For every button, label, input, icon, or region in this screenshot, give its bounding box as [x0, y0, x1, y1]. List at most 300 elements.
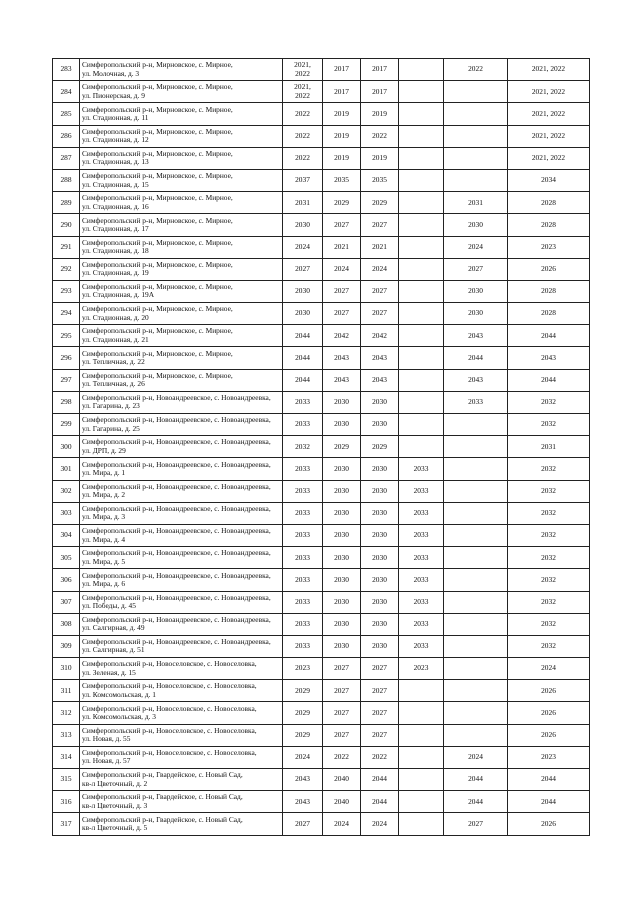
row-number-cell-text: 312: [60, 707, 72, 717]
row-number-cell: [53, 258, 80, 280]
row-number-cell: [53, 347, 80, 369]
year-cell-1: [283, 192, 323, 214]
year-cell-6: [508, 813, 590, 835]
address-cell-text: Симферопольский р-н, Новоандреевское, с. Новоандреевка,: [82, 614, 271, 624]
year-cell-1: [283, 59, 323, 81]
address-cell: [80, 524, 283, 546]
address-cell-text: ул. Гагарина, д. 25: [82, 423, 140, 433]
row-number-cell-text: 300: [60, 441, 72, 451]
row-number-cell: [53, 813, 80, 835]
address-cell-text: ул. Пионерская, д. 9: [82, 90, 145, 100]
address-cell: [80, 391, 283, 413]
year-cell-4: [399, 769, 444, 791]
year-cell-1-text: 2022: [295, 108, 310, 118]
year-cell-4: [399, 214, 444, 236]
year-cell-1-text: 2033: [295, 397, 310, 407]
year-cell-6: [508, 658, 590, 680]
address-cell: [80, 813, 283, 835]
year-cell-1-text: 2023: [295, 663, 310, 673]
year-cell-5: [444, 303, 508, 325]
year-cell-1-text: 2044: [295, 352, 310, 362]
table-row: [53, 591, 590, 613]
year-cell-1-text: 2029: [295, 730, 310, 740]
address-cell-text: кв-л Цветочный, д. 3: [82, 800, 148, 810]
year-cell-1: [283, 81, 323, 103]
table-row: [53, 746, 590, 768]
year-cell-3-text: 2027: [372, 663, 387, 673]
row-number-cell-text: 313: [60, 730, 72, 740]
year-cell-1: [283, 125, 323, 147]
year-cell-4: [399, 480, 444, 502]
table-row: [53, 813, 590, 835]
year-cell-1: [283, 214, 323, 236]
year-cell-6-text: 2032: [541, 574, 556, 584]
year-cell-1: [283, 569, 323, 591]
address-cell: [80, 125, 283, 147]
year-cell-4: [399, 169, 444, 191]
year-cell-5: [444, 591, 508, 613]
year-cell-5-text: 2024: [468, 241, 483, 251]
table-row: [53, 613, 590, 635]
year-cell-6-text: 2044: [541, 774, 556, 784]
year-cell-6: [508, 724, 590, 746]
year-cell-6-text: 2032: [541, 619, 556, 629]
address-cell-text: ул. Победы, д. 45: [82, 601, 136, 611]
address-cell: [80, 280, 283, 302]
row-number-cell-text: 292: [60, 264, 72, 274]
table-body: [53, 59, 590, 836]
row-number-cell: [53, 524, 80, 546]
year-cell-3-text: 2024: [372, 264, 387, 274]
year-cell-6-text: 2026: [541, 685, 556, 695]
year-cell-3: [361, 59, 399, 81]
year-cell-2: [323, 813, 361, 835]
year-cell-2: [323, 658, 361, 680]
row-number-cell: [53, 791, 80, 813]
year-cell-5-text: 2027: [468, 818, 483, 828]
year-cell-3: [361, 325, 399, 347]
table-row: [53, 192, 590, 214]
table-row: [53, 547, 590, 569]
address-cell: [80, 591, 283, 613]
year-cell-4: [399, 813, 444, 835]
address-cell: [80, 103, 283, 125]
row-number-cell-text: 294: [60, 308, 72, 318]
row-number-cell: [53, 658, 80, 680]
row-number-cell-text: 288: [60, 175, 72, 185]
year-cell-1-text: 2033: [295, 530, 310, 540]
row-number-cell-text: 283: [60, 64, 72, 74]
year-cell-1-text: 2033: [295, 508, 310, 518]
address-cell-text: Симферопольский р-н, Мирновское, с. Мирное,: [82, 171, 233, 181]
year-cell-2: [323, 414, 361, 436]
year-cell-2-text: 2027: [334, 308, 349, 318]
year-cell-6: [508, 791, 590, 813]
row-number-cell-text: 287: [60, 153, 72, 163]
year-cell-2: [323, 724, 361, 746]
row-number-cell: [53, 59, 80, 81]
address-cell-text: кв-л Цветочный, д. 5: [82, 822, 148, 832]
year-cell-2-text: 2030: [334, 508, 349, 518]
table-row: [53, 524, 590, 546]
address-cell-text: Симферопольский р-н, Новоселовское, с. Новоселовка,: [82, 748, 257, 757]
year-cell-3-text: 2027: [372, 685, 387, 695]
year-cell-3-text: 2024: [372, 818, 387, 828]
address-cell-text: Симферопольский р-н, Новоселовское, с. Новоселовка,: [82, 681, 257, 691]
year-cell-6: [508, 147, 590, 169]
year-cell-6: [508, 125, 590, 147]
year-cell-6-text: 2026: [541, 818, 556, 828]
table-row: [53, 258, 590, 280]
address-cell-text: Симферопольский р-н, Мирновское, с. Мирное,: [82, 215, 233, 225]
year-cell-2: [323, 169, 361, 191]
year-cell-4: [399, 680, 444, 702]
year-cell-6-text: 2032: [541, 485, 556, 495]
table-row: [53, 502, 590, 524]
year-cell-4: [399, 547, 444, 569]
year-cell-3: [361, 103, 399, 125]
year-cell-6: [508, 280, 590, 302]
year-cell-6-text: 2026: [541, 730, 556, 740]
year-cell-3-text: 2027: [372, 308, 387, 318]
year-cell-1-text: 2024: [295, 241, 310, 251]
year-cell-4: [399, 147, 444, 169]
year-cell-5: [444, 59, 508, 81]
year-cell-4-text: 2033: [413, 463, 429, 473]
row-number-cell: [53, 414, 80, 436]
year-cell-2: [323, 502, 361, 524]
year-cell-2: [323, 147, 361, 169]
year-cell-5: [444, 236, 508, 258]
year-cell-1-text: 2044: [295, 330, 310, 340]
address-cell: [80, 214, 283, 236]
year-cell-6: [508, 613, 590, 635]
year-cell-5: [444, 702, 508, 724]
year-cell-6-text: 2023: [541, 241, 556, 251]
row-number-cell-text: 291: [60, 241, 72, 251]
year-cell-1-text: 2022: [295, 153, 310, 163]
year-cell-3-text: 2027: [372, 286, 387, 296]
address-cell-text: Симферопольский р-н, Новоандреевское, с. Новоандреевка,: [82, 526, 271, 536]
year-cell-6-text: 2032: [541, 463, 556, 473]
table-row: [53, 81, 590, 103]
address-cell: [80, 702, 283, 724]
year-cell-2-text: 2019: [334, 108, 349, 118]
year-cell-2: [323, 458, 361, 480]
address-cell: [80, 169, 283, 191]
year-cell-2-text: 2030: [334, 552, 349, 562]
year-cell-2: [323, 569, 361, 591]
year-cell-1: [283, 103, 323, 125]
year-cell-2: [323, 59, 361, 81]
row-number-cell: [53, 613, 80, 635]
year-cell-3: [361, 436, 399, 458]
address-cell-text: Симферопольский р-н, Новоандреевское, с. Новоандреевка,: [82, 592, 271, 602]
year-cell-2: [323, 125, 361, 147]
row-number-cell: [53, 125, 80, 147]
year-cell-6: [508, 169, 590, 191]
row-number-cell-text: 301: [60, 463, 72, 473]
row-number-cell-text: 293: [60, 286, 72, 296]
year-cell-4-text: 2033: [413, 641, 429, 651]
year-cell-4: [399, 458, 444, 480]
address-cell: [80, 347, 283, 369]
year-cell-5-text: 2024: [468, 752, 483, 762]
year-cell-3-text: 2019: [372, 153, 387, 163]
row-number-cell-text: 303: [60, 508, 72, 518]
year-cell-2: [323, 591, 361, 613]
year-cell-1: [283, 524, 323, 546]
year-cell-5-text: 2030: [468, 308, 483, 318]
year-cell-1-text: 2021,: [294, 60, 311, 70]
year-cell-2: [323, 214, 361, 236]
year-cell-3-text: 2029: [372, 197, 387, 207]
row-number-cell: [53, 635, 80, 657]
year-cell-4: [399, 280, 444, 302]
row-number-cell-text: 285: [60, 108, 72, 118]
year-cell-5: [444, 791, 508, 813]
year-cell-3-text: 2030: [372, 619, 387, 629]
year-cell-1: [283, 502, 323, 524]
year-cell-2: [323, 702, 361, 724]
year-cell-3: [361, 258, 399, 280]
row-number-cell: [53, 103, 80, 125]
year-cell-3: [361, 236, 399, 258]
year-cell-4: [399, 369, 444, 391]
row-number-cell-text: 306: [60, 574, 72, 584]
year-cell-4: [399, 724, 444, 746]
year-cell-3: [361, 746, 399, 768]
year-cell-4: [399, 192, 444, 214]
year-cell-6: [508, 325, 590, 347]
year-cell-4-text: 2033: [413, 552, 429, 562]
year-cell-1-text: 2033: [295, 596, 310, 606]
row-number-cell: [53, 702, 80, 724]
year-cell-5: [444, 658, 508, 680]
year-cell-2-text: 2043: [334, 352, 349, 362]
address-cell: [80, 59, 283, 81]
address-cell-text: ул. Стадионная, д. 15: [82, 179, 149, 189]
address-cell-text: ул. Стадионная, д. 19А: [82, 290, 155, 300]
address-cell-text: ул. Мира, д. 5: [82, 556, 126, 566]
year-cell-2: [323, 791, 361, 813]
year-cell-2-text: 2029: [334, 197, 349, 207]
year-cell-4-text: 2033: [413, 574, 429, 584]
address-cell: [80, 325, 283, 347]
year-cell-3-text: 2029: [372, 441, 387, 451]
year-cell-5-text: 2033: [468, 397, 483, 407]
address-cell-text: ул. Комсомольская, д. 1: [82, 689, 156, 699]
row-number-cell-text: 315: [60, 774, 72, 784]
address-cell-text: Симферопольский р-н, Мирновское, с. Мирное,: [82, 104, 233, 114]
year-cell-1-text: 2044: [295, 375, 310, 385]
year-cell-4: [399, 436, 444, 458]
address-cell: [80, 436, 283, 458]
row-number-cell: [53, 391, 80, 413]
year-cell-2-text: 2017: [334, 64, 349, 74]
year-cell-3-text: 2030: [372, 530, 387, 540]
year-cell-5: [444, 369, 508, 391]
row-number-cell: [53, 547, 80, 569]
year-cell-2-text: 2035: [334, 175, 349, 185]
row-number-cell: [53, 502, 80, 524]
table-row: [53, 369, 590, 391]
year-cell-3-text: 2027: [372, 730, 387, 740]
year-cell-5: [444, 103, 508, 125]
address-cell-text: ул. Стадионная, д. 11: [82, 112, 149, 122]
address-cell-text: Симферопольский р-н, Новоандреевское, с. Новоандреевка,: [82, 481, 271, 491]
year-cell-3-text: 2044: [372, 796, 387, 806]
table-row: [53, 169, 590, 191]
year-cell-2-text: 2040: [334, 796, 349, 806]
year-cell-3-text: 2021: [372, 241, 387, 251]
address-cell-text: Симферопольский р-н, Мирновское, с. Мирное,: [82, 282, 233, 292]
year-cell-3-text: 2027: [372, 707, 387, 717]
year-cell-3-text: 2030: [372, 463, 387, 473]
address-cell-text: ул. Гагарина, д. 23: [82, 401, 140, 411]
year-cell-2: [323, 280, 361, 302]
address-cell-text: ул. Мира, д. 2: [82, 490, 126, 500]
year-cell-2-text: 2027: [334, 730, 349, 740]
year-cell-3: [361, 635, 399, 657]
year-cell-2: [323, 680, 361, 702]
year-cell-2: [323, 347, 361, 369]
year-cell-3: [361, 658, 399, 680]
year-cell-6: [508, 59, 590, 81]
address-cell: [80, 369, 283, 391]
year-cell-1-text: 2033: [295, 485, 310, 495]
row-number-cell: [53, 214, 80, 236]
address-cell-text: Симферопольский р-н, Мирновское, с. Мирное,: [82, 326, 233, 336]
year-cell-5: [444, 524, 508, 546]
year-cell-2-text: 2024: [334, 818, 349, 828]
address-cell-text: Симферопольский р-н, Гвардейское, с. Новый Сад,: [82, 814, 243, 824]
year-cell-6: [508, 436, 590, 458]
year-cell-4-text: 2023: [413, 663, 429, 673]
year-cell-3-text: 2030: [372, 397, 387, 407]
year-cell-6-text: 2021, 2022: [531, 86, 566, 96]
year-cell-1-text: 2031: [295, 197, 310, 207]
address-cell: [80, 192, 283, 214]
address-cell: [80, 480, 283, 502]
year-cell-4: [399, 414, 444, 436]
address-cell-text: Симферопольский р-н, Мирновское, с. Мирное,: [82, 126, 233, 136]
table-row: [53, 59, 590, 81]
row-number-cell: [53, 569, 80, 591]
year-cell-5: [444, 147, 508, 169]
year-cell-4: [399, 791, 444, 813]
year-cell-3-text: 2043: [372, 352, 387, 362]
year-cell-6-text: 2026: [541, 264, 556, 274]
address-cell-text: ул. Салгирная, д. 49: [82, 623, 145, 633]
address-cell-text: ул. Зеленая, д. 15: [82, 667, 136, 677]
year-cell-3-text: 2027: [372, 219, 387, 229]
year-cell-1: [283, 680, 323, 702]
year-cell-3: [361, 147, 399, 169]
address-cell-text: ул. Мира, д. 4: [82, 534, 126, 544]
year-cell-6-text: 2032: [541, 641, 556, 651]
address-cell: [80, 502, 283, 524]
year-cell-6-text: 2021, 2022: [531, 153, 566, 163]
address-cell: [80, 680, 283, 702]
year-cell-2-text: 2024: [334, 264, 349, 274]
year-cell-1-text: 2033: [295, 419, 310, 429]
table-row: [53, 303, 590, 325]
address-cell-text: кв-л Цветочный, д. 2: [82, 778, 148, 788]
row-number-cell: [53, 724, 80, 746]
year-cell-2-text: 2030: [334, 463, 349, 473]
year-cell-3-text: 2019: [372, 108, 387, 118]
year-cell-3-text: 2035: [372, 175, 387, 185]
year-cell-1: [283, 635, 323, 657]
year-cell-5: [444, 746, 508, 768]
year-cell-4: [399, 591, 444, 613]
row-number-cell: [53, 591, 80, 613]
year-cell-1-text: 2033: [295, 641, 310, 651]
address-cell-text: Симферопольский р-н, Гвардейское, с. Новый Сад,: [82, 770, 243, 780]
table-row: [53, 147, 590, 169]
table-row: [53, 458, 590, 480]
table-row: [53, 414, 590, 436]
address-cell: [80, 569, 283, 591]
year-cell-1: [283, 458, 323, 480]
year-cell-2: [323, 103, 361, 125]
row-number-cell: [53, 236, 80, 258]
address-cell-text: ул. Тепличная, д. 26: [82, 379, 145, 389]
year-cell-1-text: 2033: [295, 552, 310, 562]
address-cell: [80, 258, 283, 280]
year-cell-6-text: 2021, 2022: [531, 64, 566, 74]
year-cell-5: [444, 813, 508, 835]
year-cell-5-text: 2043: [468, 330, 483, 340]
year-cell-4: [399, 125, 444, 147]
year-cell-3-text: 2022: [372, 130, 387, 140]
address-cell-text: ул. Мира, д. 1: [82, 467, 126, 477]
year-cell-2-text: 2030: [334, 574, 349, 584]
year-cell-6: [508, 347, 590, 369]
address-cell-text: ул. Стадионная, д. 19: [82, 268, 149, 278]
year-cell-2-text: 2027: [334, 219, 349, 229]
year-cell-1-text: 2037: [295, 175, 310, 185]
year-cell-4-text: 2033: [413, 508, 429, 518]
year-cell-6-text: 2021, 2022: [531, 108, 566, 118]
address-cell: [80, 746, 283, 768]
year-cell-4: [399, 391, 444, 413]
year-cell-4: [399, 502, 444, 524]
year-cell-2: [323, 746, 361, 768]
address-cell-text: Симферопольский р-н, Мирновское, с. Мирное,: [82, 259, 233, 269]
year-cell-2-text: 2019: [334, 130, 349, 140]
year-cell-2: [323, 391, 361, 413]
address-cell: [80, 147, 283, 169]
year-cell-6: [508, 391, 590, 413]
row-number-cell-text: 298: [60, 397, 72, 407]
row-number-cell-text: 289: [60, 197, 72, 207]
year-cell-5-text: 2044: [468, 796, 483, 806]
year-cell-1-text: 2043: [295, 796, 310, 806]
year-cell-1: [283, 414, 323, 436]
year-cell-4: [399, 258, 444, 280]
year-cell-2-text: 2030: [334, 485, 349, 495]
address-cell-text: Симферопольский р-н, Новоандреевское, с. Новоандреевка,: [82, 570, 271, 580]
year-cell-2: [323, 192, 361, 214]
address-cell-text: ул. Новая, д. 55: [82, 734, 131, 744]
year-cell-6: [508, 591, 590, 613]
year-cell-3-text: 2022: [372, 752, 387, 762]
year-cell-2-text: 2042: [334, 330, 349, 340]
year-cell-4: [399, 658, 444, 680]
year-cell-6-text: 2043: [541, 352, 556, 362]
